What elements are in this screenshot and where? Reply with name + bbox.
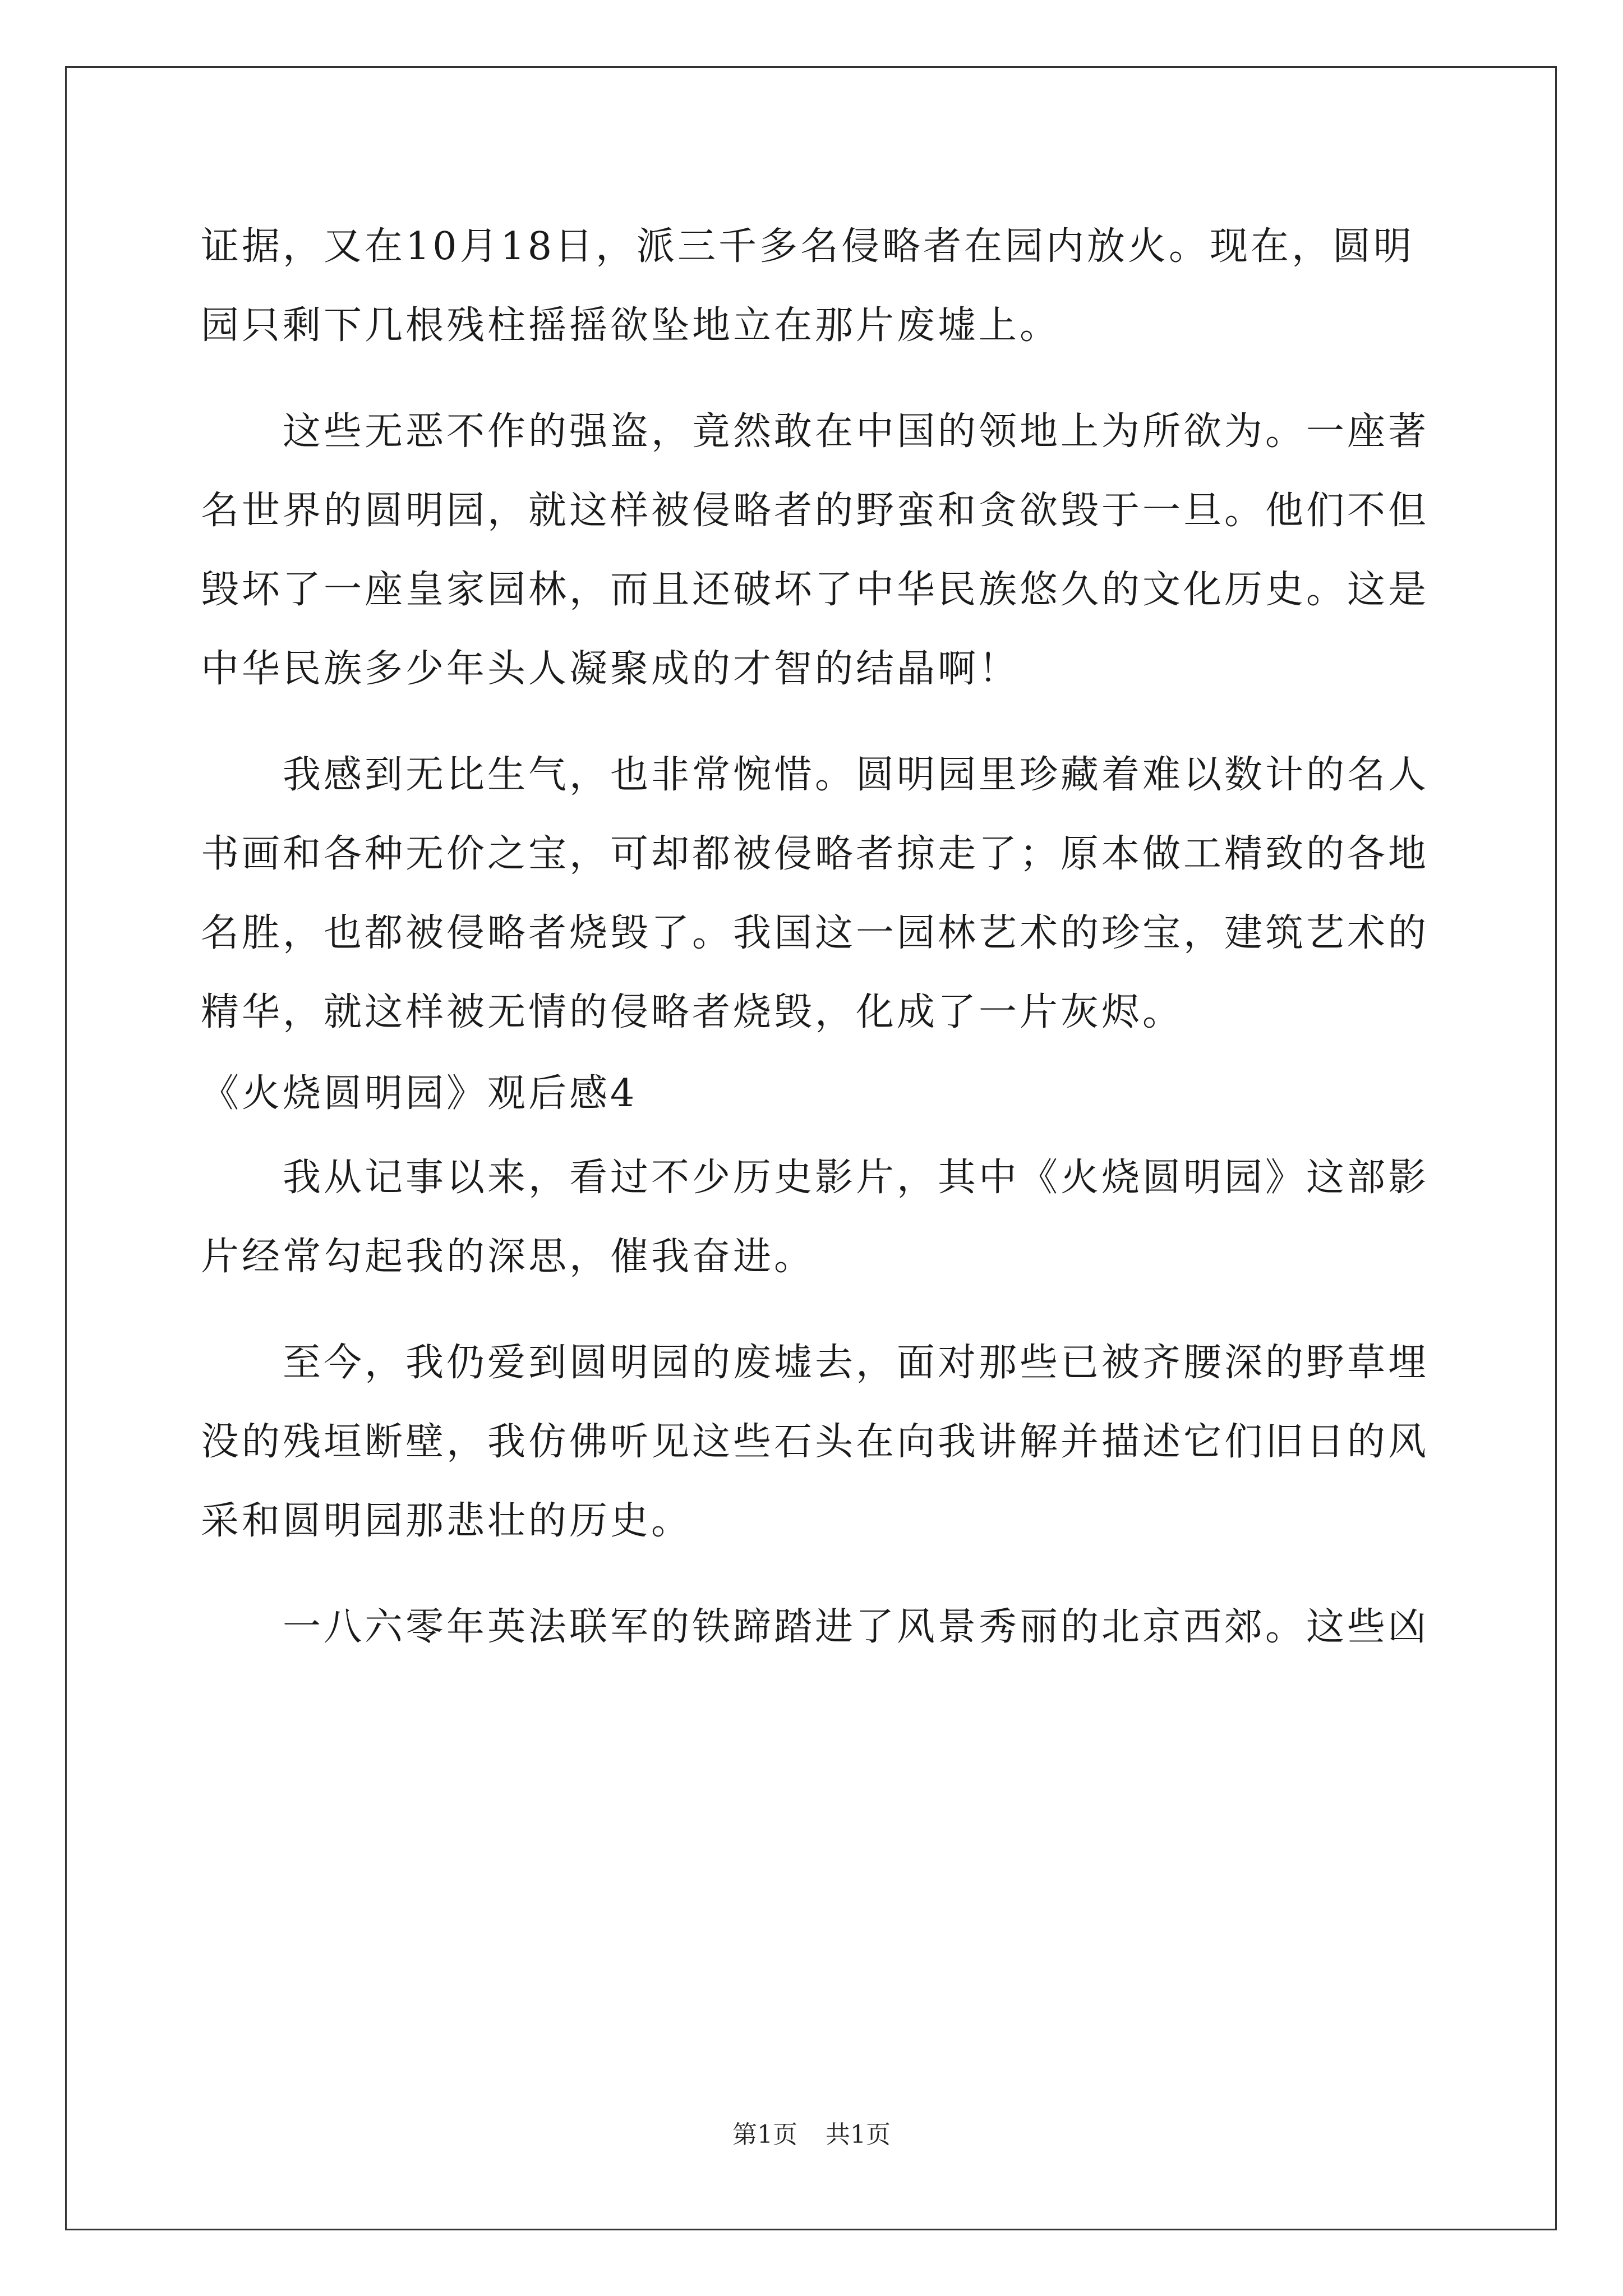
text-line: 毁坏了一座皇家园林，而且还破坏了中华民族悠久的文化历史。这是 (201, 568, 1430, 612)
paragraph-start-line: 这些无恶不作的强盗，竟然敢在中国的领地上为所欲为。一座著 (283, 409, 1430, 454)
text-line: 采和圆明园那悲壮的历史。 (201, 1499, 693, 1543)
paragraph-start-line: 我感到无比生气，也非常惋惜。圆明园里珍藏着难以数计的名人 (283, 753, 1430, 797)
page-footer (0, 2118, 1623, 2152)
text-line: 没的残垣断壁，我仿佛听见这些石头在向我讲解并描述它们旧日的风 (201, 1420, 1430, 1464)
page-total: 共1页 (826, 2120, 891, 2149)
text-line: 证据，又在10月18日，派三千多名侵略者在园内放火。现在，圆明 (201, 224, 1415, 269)
text-line: 名世界的圆明园，就这样被侵略者的野蛮和贪欲毁于一旦。他们不但 (201, 489, 1430, 533)
text-line: 片经常勾起我的深思，催我奋进。 (201, 1235, 815, 1279)
page-number: 第1页 (732, 2120, 797, 2149)
text-line: 精华，就这样被无情的侵略者烧毁，化成了一片灰烬。 (201, 990, 1184, 1034)
text-line: 园只剩下几根残柱摇摇欲坠地立在那片废墟上。 (201, 303, 1061, 348)
text-line: 书画和各种无价之宝，可却都被侵略者掠走了；原本做工精致的各地 (201, 832, 1430, 876)
paragraph-start-line: 我从记事以来，看过不少历史影片，其中《火烧圆明园》这部影 (283, 1156, 1430, 1200)
text-line: 名胜，也都被侵略者烧毁了。我国这一园林艺术的珍宝，建筑艺术的 (201, 911, 1430, 955)
section-heading: 《火烧圆明园》观后感4 (201, 1071, 638, 1116)
paragraph-start-line: 一八六零年英法联军的铁蹄踏进了风景秀丽的北京西郊。这些凶 (283, 1605, 1430, 1649)
text-line: 中华民族多少年头人凝聚成的才智的结晶啊！ (201, 647, 1020, 691)
paragraph-start-line: 至今，我仍爱到圆明园的废墟去，面对那些已被齐腰深的野草埋 (283, 1341, 1430, 1385)
